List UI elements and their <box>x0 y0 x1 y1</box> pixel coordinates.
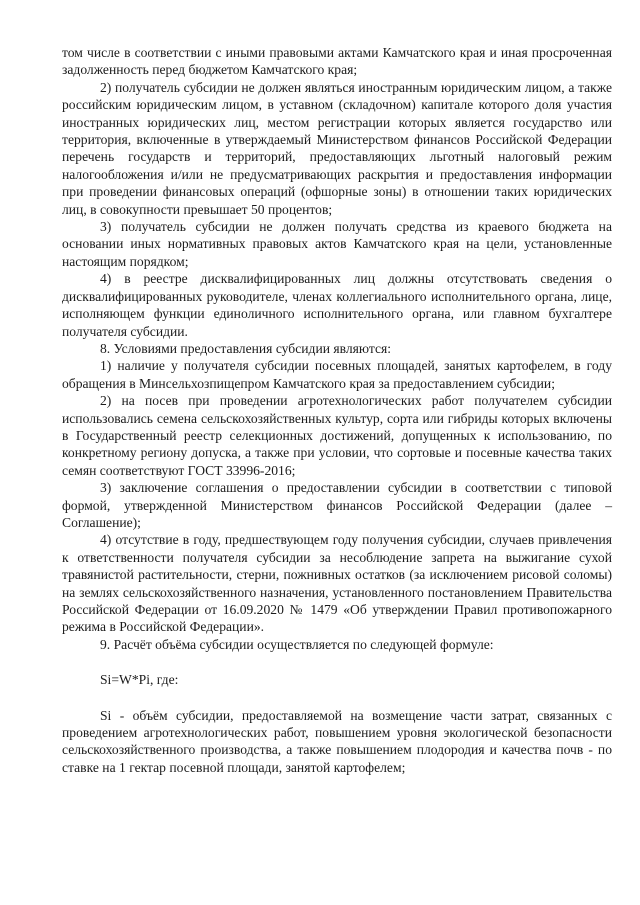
paragraph-10: 9. Расчёт объёма субсидии осуществляется по следующей формуле: <box>100 636 494 652</box>
paragraph-2: 2) получатель субсидии не должен являться иностранным юридическим лицом, а также российским юридическим лицом, в уставном (складочном) капитале которого доля участия иностранных юридических лиц, местом регистрации которых является государство или территория, включенные в утверждаемый Министерством финансов Российской Федерации перечень государств и территорий, предоставляющих льготный налоговый режим налогообложения и/или не предусматривающих раскрытия и предоставления информации при проведении финансовых операций (офшорные зоны) в отношении таких юридических лиц, в совокупности превышает 50 процентов; <box>62 79 612 217</box>
paragraph-7: 2) на посев при проведении агротехнологических работ получателем субсидии использовались семена сельскохозяйственных культур, сорта или гибриды которых включены в Государственный реестр селекционных достижений, допущенных к использованию, по конкретному региону допуска, а также при условии, что сортовые и посевные качества таких семян соответствуют ГОСТ 33996-2016; <box>62 393 612 478</box>
paragraph-8: 3) заключение соглашения о предоставлении субсидии в соответствии с типовой формой, утвержденной Министерством финансов Российской Федерации (далее – Соглашение); <box>62 480 612 530</box>
paragraph-6: 1) наличие у получателя субсидии посевных площадей, занятых картофелем, в году обращения в Минсельхозпищепром Камчатского края за предоставлением субсидии; <box>62 358 612 391</box>
paragraph-1: том числе в соответствии с иными правовыми актами Камчатского края и иная просроченная задолженность перед бюджетом Камчатского края; <box>62 45 612 78</box>
document-page <box>62 44 612 776</box>
paragraph-9: 4) отсутствие в году, предшествующем году получения субсидии, случаев привлечения к ответственности получателя субсидии за несоблюдение запрета на выжигание сухой травянистой растительности, стерни, пожнивных остатков (за исключением рисовой соломы) на землях сельскохозяйственного назначения, установленного постановлением Правительства Российской Федерации от 16.09.2020 № 1479 «Об утверждении Правил противопожарного режима в Российской Федерации». <box>62 532 612 635</box>
paragraph-4: 4) в реестре дисквалифицированных лиц должны отсутствовать сведения о дисквалифицированных руководителе, членах коллегиального исполнительного органа, лице, исполняющем функции единоличного исполнительного органа, или главном бухгалтере получателя субсидии. <box>62 271 612 339</box>
definition-paragraph: Si - объём субсидии, предоставляемой на возмещение части затрат, связанных с проведением агротехнологических работ, повышением уровня экологической безопасности сельскохозяйственного производства, а также повышением плодородия и качества почв - по ставке на 1 гектар посевной площади, занятой картофелем; <box>62 707 612 775</box>
paragraph-3: 3) получатель субсидии не должен получать средства из краевого бюджета на основании иных нормативных правовых актов Камчатского края на цели, установленные настоящим порядком; <box>62 219 612 269</box>
paragraph-5: 8. Условиями предоставления субсидии являются: <box>100 340 392 356</box>
formula-line: Si=W*Pi, где: <box>100 672 179 688</box>
